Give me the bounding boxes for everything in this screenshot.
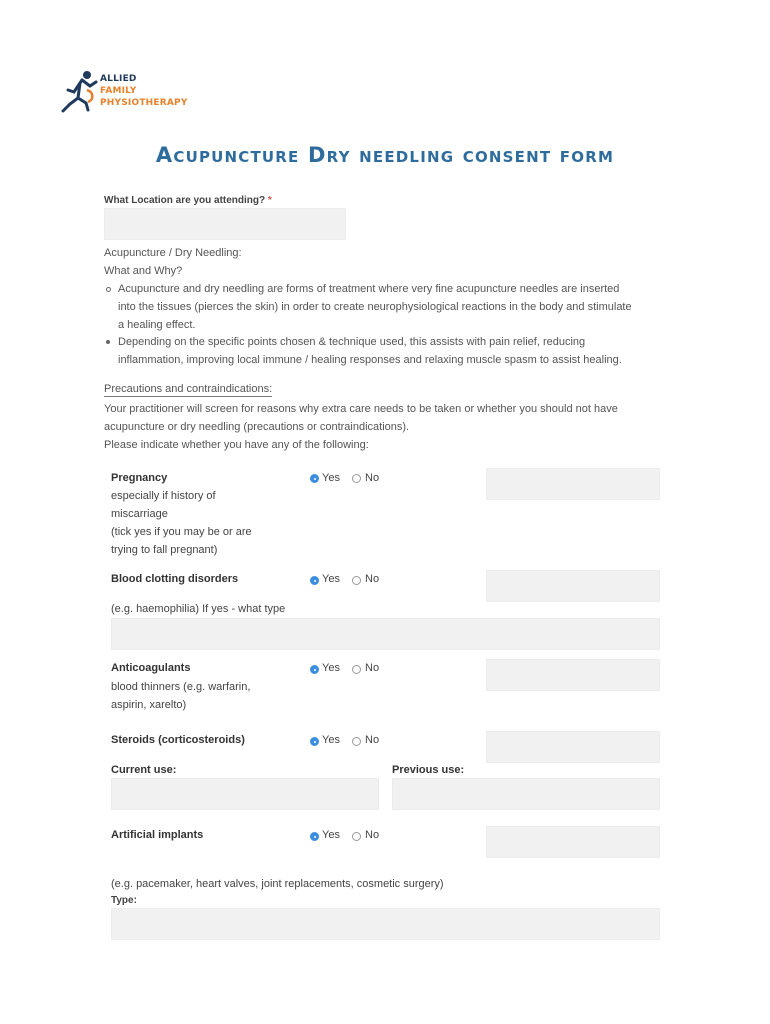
precautions-line-1: Your practitioner will screen for reasons why extra care needs to be taken or whether you should not have [104,403,618,415]
steroids-previous-label: Previous use: [392,764,465,776]
implants-yes-label: Yes [322,829,340,841]
anticoagulants-yes-label: Yes [322,662,340,674]
steroids-details-field[interactable] [486,731,660,763]
intro-heading-1: Acupuncture / Dry Needling: [104,247,242,259]
implants-label: Artificial implants [111,829,204,841]
clotting-details-field[interactable] [486,570,660,602]
steroids-current-field[interactable] [111,778,379,810]
clotting-yes-label: Yes [322,573,340,585]
steroids-no-label: No [365,734,380,746]
steroids-yes-label: Yes [322,734,340,746]
logo-line-1: ALLIED [100,74,137,84]
pregnancy-no-radio[interactable] [352,474,361,483]
clotting-type-field[interactable] [111,618,660,650]
location-label [104,195,272,206]
anticoagulants-details-field[interactable] [486,659,660,691]
location-select[interactable] [104,208,346,240]
steroids-no-radio[interactable] [352,737,361,746]
clotting-no-radio[interactable] [352,576,361,585]
pregnancy-desc-3: (tick yes if you may be or are [111,526,252,538]
pregnancy-label: Pregnancy [111,472,168,484]
steroids-label: Steroids (corticosteroids) [111,734,245,746]
anticoagulants-label: Anticoagulants [111,662,191,674]
implants-yes-radio[interactable] [310,832,319,841]
implants-desc: (e.g. pacemaker, heart valves, joint replacements, cosmetic surgery) [111,878,444,890]
intro-bullet-2-line-2: inflammation, improving local immune / healing responses and relaxing muscle spasm to assist healing. [118,354,622,366]
precautions-heading: Precautions and contraindications: [104,383,273,395]
pregnancy-desc-4: trying to fall pregnant) [111,544,218,556]
pregnancy-desc-2: miscarriage [111,508,168,520]
page-title: Acupuncture Dry needling consent form [155,143,615,167]
steroids-previous-field[interactable] [392,778,660,810]
implants-no-radio[interactable] [352,832,361,841]
pregnancy-yes-label: Yes [322,472,340,484]
bullet-hollow [106,287,111,292]
anticoagulants-no-label: No [365,662,380,674]
clotting-label: Blood clotting disorders [111,573,239,585]
intro-bullet-1-line-1: Acupuncture and dry needling are forms of treatment where very fine acupuncture needles are inserted [118,283,620,295]
implants-type-field[interactable] [111,908,660,940]
implants-details-field[interactable] [486,826,660,858]
pregnancy-yes-radio[interactable] [310,474,319,483]
pregnancy-details-field[interactable] [486,468,660,500]
intro-bullet-2-line-1: Depending on the specific points chosen & technique used, this assists with pain relief, reducing [118,336,586,348]
anticoagulants-yes-radio[interactable] [310,665,319,674]
bullet-filled [106,340,110,344]
logo [60,68,200,116]
steroids-current-label: Current use: [111,764,177,776]
steroids-yes-radio[interactable] [310,737,319,746]
logo-line-3: PHYSIOTHERAPY [100,98,188,108]
anticoagulants-no-radio[interactable] [352,665,361,674]
running-figure-icon [60,70,100,114]
anticoagulants-desc-1: blood thinners (e.g. warfarin, [111,681,251,693]
pregnancy-no-label: No [365,472,380,484]
logo-line-2: FAMILY [100,86,137,96]
required-mark: * [267,195,272,206]
anticoagulants-desc-2: aspirin, xarelto) [111,699,187,711]
pregnancy-desc-1: especially if history of [111,490,216,502]
intro-bullet-1-line-3: a healing effect. [118,319,196,331]
location-label-text: What Location are you attending? [104,195,266,206]
intro-bullet-1-line-2: into the tissues (pierces the skin) in order to create neurophysiological reactions in the body and stimulate [118,301,632,313]
precautions-line-2: acupuncture or dry needling (precautions or contraindications). [104,421,410,433]
clotting-desc: (e.g. haemophilia) If yes - what type [111,603,286,615]
clotting-no-label: No [365,573,380,585]
clotting-yes-radio[interactable] [310,576,319,585]
intro-heading-2: What and Why? [104,265,183,277]
implants-type-label: Type: [111,895,137,906]
implants-no-label: No [365,829,380,841]
precautions-line-3: Please indicate whether you have any of the following: [104,439,369,451]
